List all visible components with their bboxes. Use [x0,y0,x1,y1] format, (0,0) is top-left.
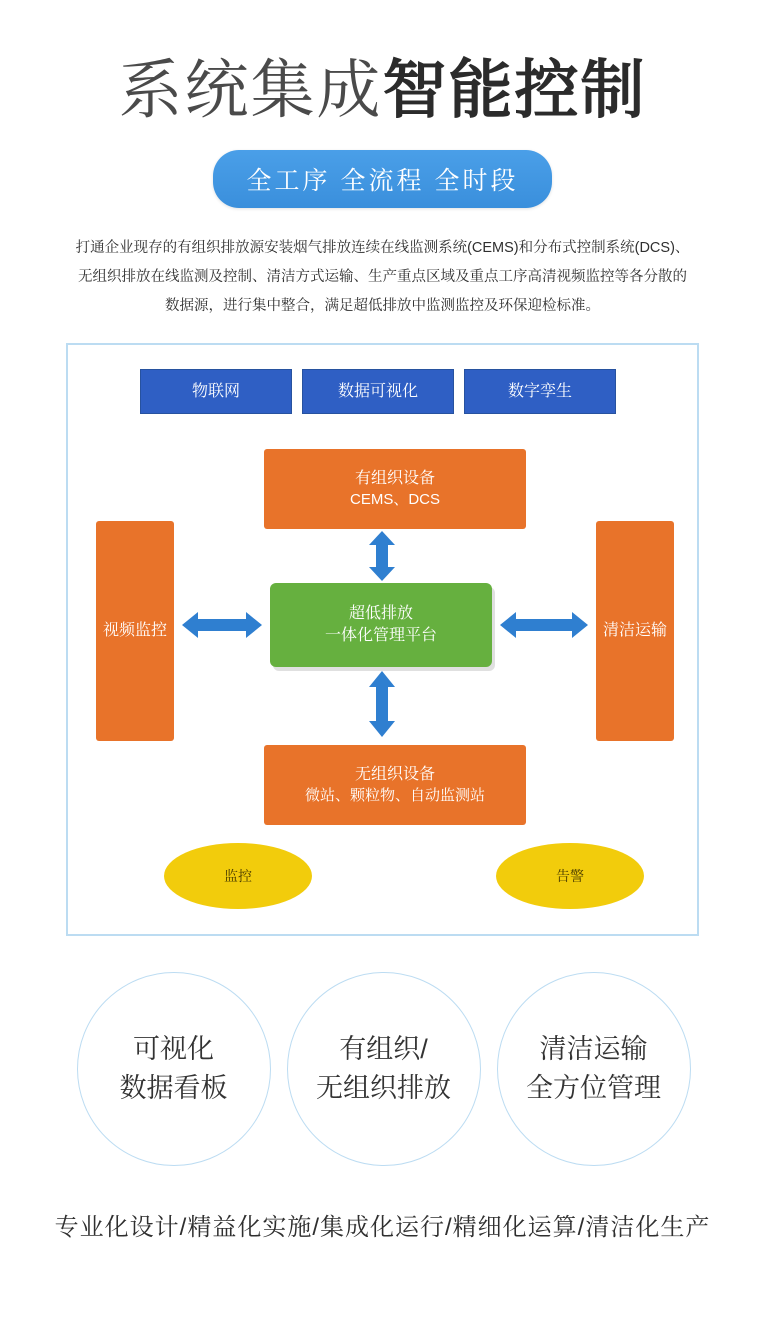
page-title [0,0,765,126]
feature-circle-transport-line2: 全方位管理 [526,1073,661,1103]
architecture-diagram [66,343,699,936]
diagram-ellipse-alarm [496,843,644,909]
diagram-node-organized-equipment-line1: 有组织设备 [354,470,435,488]
feature-circle-emissions-line1: 有组织/ [339,1033,428,1064]
diagram-tag-digital-twin-label: 数字孪生 [507,382,572,400]
diagram-ellipse-alarm-label: 告警 [556,867,584,884]
footer-tagline: 专业化设计/精益化实施/集成化运行/精细化运算/清洁化生产 [54,1214,711,1241]
diagram-node-platform-line1: 超低排放 [348,605,413,623]
page-title-bold: 智能控制 [382,54,647,126]
diagram-node-organized-equipment-line2: CEMS、DCS [349,490,440,508]
diagram-ellipse-monitoring-label: 监控 [224,867,252,884]
arrow-up-down-top-icon [364,531,400,581]
diagram-node-unorganized-equipment-line2: 微站、颗粒物、自动监测站 [304,786,485,804]
diagram-ellipse-monitoring [164,843,312,909]
diagram-node-unorganized-equipment-line1: 无组织设备 [354,766,435,784]
arrow-up-down-bottom-icon [364,671,400,737]
feature-circle-transport [497,972,691,1166]
feature-circle-visualization-line2: 数据看板 [119,1073,228,1103]
diagram-node-unorganized-equipment [264,745,526,825]
diagram-tag-digital-twin [464,369,616,414]
subtitle-pill: 全工序 全流程 全时段 [213,150,553,208]
diagram-node-platform-line2: 一体化管理平台 [324,627,437,644]
feature-circle-emissions [287,972,481,1166]
feature-circle-emissions-line2: 无组织排放 [316,1073,451,1103]
diagram-tag-data-visualization-label: 数据可视化 [337,382,418,400]
arrow-left-right-left-icon [182,607,262,643]
feature-circle-visualization [77,972,271,1166]
diagram-node-organized-equipment [264,449,526,529]
diagram-node-clean-transport [596,521,674,741]
diagram-node-video-monitoring-label: 视频监控 [102,622,167,640]
description-block [71,234,695,321]
feature-circle-transport-line1: 清洁运输 [539,1033,648,1064]
description-line-3: 数据源，进行集中整合，满足超低排放中监测监控及环保迎检标准。 [165,298,600,314]
arrow-left-right-right-icon [500,607,588,643]
feature-circles [33,966,733,1171]
diagram-node-platform [270,583,492,667]
diagram-tag-iot [140,369,292,414]
subtitle-pill-wrap [0,150,765,208]
diagram-tag-data-visualization [302,369,454,414]
description-line-1: 打通企业现存的有组织排放源安装烟气排放连续在线监测系统(CEMS)和分布式控制系统(DCS)、 [75,240,690,256]
diagram-node-video-monitoring [96,521,174,741]
diagram-tag-iot-label: 物联网 [191,382,240,400]
feature-circle-visualization-line1: 可视化 [133,1033,214,1064]
description-line-2: 无组织排放在线监测及控制、清洁方式运输、生产重点区域及重点工序高清视频监控等各分散的 [78,269,687,285]
page-title-light: 系统集成 [118,54,383,126]
diagram-node-clean-transport-label: 清洁运输 [602,622,667,640]
